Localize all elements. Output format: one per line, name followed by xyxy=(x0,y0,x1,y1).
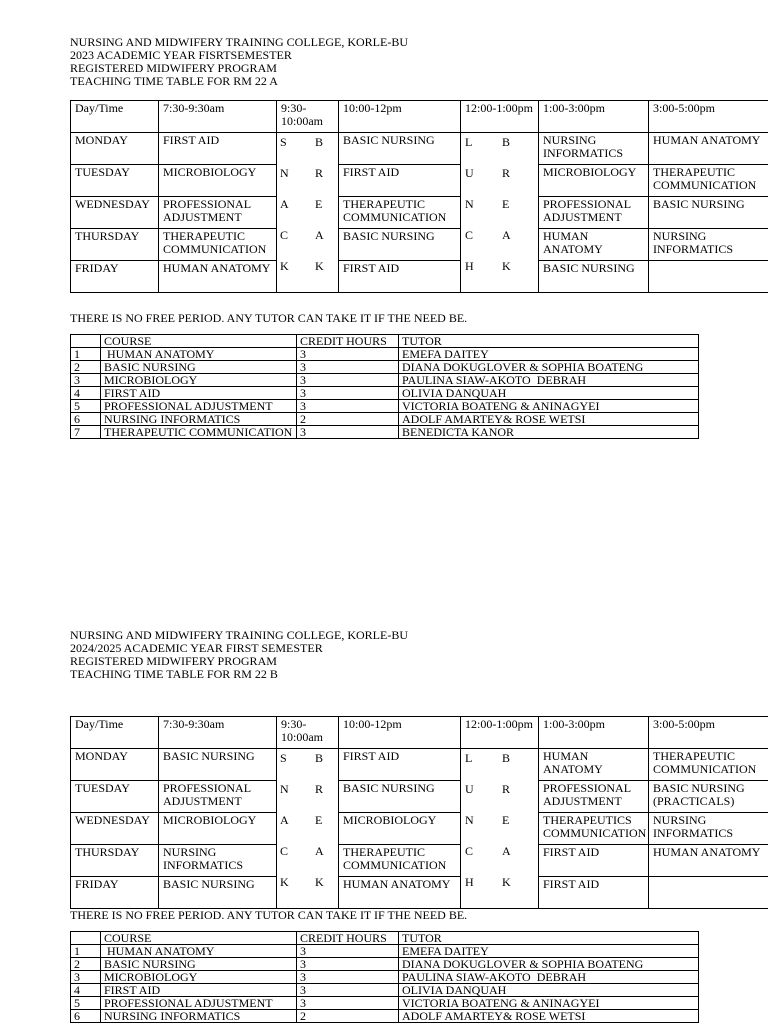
header-line: REGISTERED MIDWIFERY PROGRAM xyxy=(70,654,277,668)
lunch-letter: U xyxy=(465,782,474,796)
break-letter: K xyxy=(280,259,289,273)
slot-1-cell: BASIC NURSING xyxy=(159,877,277,909)
course-header: TUTOR xyxy=(399,932,699,945)
break-letter: A xyxy=(502,228,511,242)
day-cell: WEDNESDAY xyxy=(71,813,159,845)
lunch-letter: H xyxy=(465,875,474,889)
day-row xyxy=(71,781,768,813)
slot-5-cell: NURSING INFORMATICS xyxy=(539,133,649,165)
day-row xyxy=(71,165,768,197)
course-row xyxy=(71,958,699,971)
course-credits-cell: 3 xyxy=(297,348,399,361)
slot-3-cell: FIRST AID xyxy=(339,165,461,197)
day-cell: MONDAY xyxy=(71,749,159,781)
break-letter: S xyxy=(280,751,287,765)
lunch-letter: N xyxy=(465,813,474,827)
course-no-cell: 3 xyxy=(71,374,101,387)
lunch-letter: C xyxy=(465,228,474,242)
header-line: TEACHING TIME TABLE FOR RM 22 A xyxy=(70,74,278,88)
course-no-cell: 2 xyxy=(71,958,101,971)
time-header: 10:00-12pm xyxy=(339,717,461,749)
slot-6-cell: NURSING INFORMATICS xyxy=(649,229,768,261)
break-letter: A xyxy=(280,197,289,211)
break-letter: E xyxy=(315,813,323,827)
timetable-b xyxy=(70,716,768,909)
slot-5-cell: BASIC NURSING xyxy=(539,261,649,293)
time-header: Day/Time xyxy=(71,101,159,133)
course-tutor-cell: PAULINA SIAW-AKOTO DEBRAH xyxy=(399,971,699,984)
course-course-cell: MICROBIOLOGY xyxy=(101,971,297,984)
day-row xyxy=(71,197,768,229)
course-no-cell: 6 xyxy=(71,1010,101,1023)
course-table-a xyxy=(70,334,699,439)
break-letter: N xyxy=(280,782,289,796)
day-cell: THURSDAY xyxy=(71,229,159,261)
course-course-cell: BASIC NURSING xyxy=(101,361,297,374)
course-row xyxy=(71,374,699,387)
slot-6-cell xyxy=(649,877,768,909)
slot-6-cell: HUMAN ANATOMY xyxy=(649,845,768,877)
course-header: COURSE xyxy=(101,335,297,348)
lunch-line xyxy=(461,198,538,211)
course-row xyxy=(71,400,699,413)
lunch-line xyxy=(461,167,538,180)
course-no-cell: 5 xyxy=(71,997,101,1010)
break-letter: R xyxy=(502,782,511,796)
break-letter: B xyxy=(502,135,511,149)
break-letter: R xyxy=(315,782,324,796)
lunch-cell xyxy=(461,749,539,909)
lunch-letter: N xyxy=(465,197,474,211)
slot-3-cell: BASIC NURSING xyxy=(339,781,461,813)
time-header: 3:00-5:00pm xyxy=(649,101,768,133)
note-b: THERE IS NO FREE PERIOD. ANY TUTOR CAN TAKE IT IF THE NEED BE. xyxy=(70,908,468,922)
course-no-cell: 1 xyxy=(71,945,101,958)
break-letter: A xyxy=(315,844,324,858)
header-b xyxy=(70,629,408,681)
break-line xyxy=(277,136,338,149)
day-row xyxy=(71,261,768,293)
slot-6-cell: HUMAN ANATOMY xyxy=(649,133,768,165)
header-line: TEACHING TIME TABLE FOR RM 22 B xyxy=(70,667,278,681)
break-letter: R xyxy=(315,166,324,180)
course-course-cell: FIRST AID xyxy=(101,984,297,997)
break-letter: K xyxy=(315,259,324,273)
course-header: CREDIT HOURS xyxy=(297,335,399,348)
note-a: THERE IS NO FREE PERIOD. ANY TUTOR CAN TAKE IT IF THE NEED BE. xyxy=(70,311,468,325)
slot-3-cell: FIRST AID xyxy=(339,749,461,781)
lunch-line xyxy=(461,814,538,827)
break-letter: B xyxy=(502,751,511,765)
course-no-cell: 3 xyxy=(71,971,101,984)
header-line: REGISTERED MIDWIFERY PROGRAM xyxy=(70,61,277,75)
course-header: COURSE xyxy=(101,932,297,945)
course-credits-cell: 3 xyxy=(297,400,399,413)
course-credits-cell: 3 xyxy=(297,426,399,439)
break-line xyxy=(277,229,338,242)
course-row xyxy=(71,413,699,426)
course-tutor-cell: OLIVIA DANQUAH xyxy=(399,387,699,400)
course-credits-cell: 2 xyxy=(297,413,399,426)
break-line xyxy=(277,260,338,273)
lunch-line xyxy=(461,752,538,765)
lunch-line xyxy=(461,876,538,889)
course-tutor-cell: DIANA DOKUGLOVER & SOPHIA BOATENG xyxy=(399,958,699,971)
course-header: CREDIT HOURS xyxy=(297,932,399,945)
course-no-cell: 1 xyxy=(71,348,101,361)
course-credits-cell: 3 xyxy=(297,387,399,400)
slot-1-cell: NURSING INFORMATICS xyxy=(159,845,277,877)
break-line xyxy=(277,814,338,827)
day-cell: TUESDAY xyxy=(71,781,159,813)
slot-5-cell: THERAPEUTICS COMMUNICATION xyxy=(539,813,649,845)
slot-1-cell: FIRST AID xyxy=(159,133,277,165)
break-line xyxy=(277,783,338,796)
course-header xyxy=(71,335,101,348)
slot-5-cell: HUMAN ANATOMY xyxy=(539,749,649,781)
time-header: 7:30-9:30am xyxy=(159,101,277,133)
course-tutor-cell: DIANA DOKUGLOVER & SOPHIA BOATENG xyxy=(399,361,699,374)
header-a xyxy=(70,36,408,88)
course-tutor-cell: VICTORIA BOATENG & ANINAGYEI xyxy=(399,400,699,413)
course-course-cell: BASIC NURSING xyxy=(101,958,297,971)
course-credits-cell: 3 xyxy=(297,374,399,387)
lunch-letter: L xyxy=(465,135,473,149)
break-letter: K xyxy=(315,875,324,889)
time-header-row xyxy=(71,101,768,133)
course-row xyxy=(71,348,699,361)
course-tutor-cell: ADOLF AMARTEY& ROSE WETSI xyxy=(399,1010,699,1023)
slot-6-cell: THERAPEUTIC COMMUNICATION xyxy=(649,165,768,197)
course-no-cell: 2 xyxy=(71,361,101,374)
course-row xyxy=(71,426,699,439)
slot-6-cell: BASIC NURSING xyxy=(649,197,768,229)
slot-1-cell: PROFESSIONAL ADJUSTMENT xyxy=(159,781,277,813)
break-letter: A xyxy=(315,228,324,242)
break-letter: E xyxy=(502,813,510,827)
course-credits-cell: 3 xyxy=(297,971,399,984)
course-credits-cell: 2 xyxy=(297,1010,399,1023)
slot-3-cell: FIRST AID xyxy=(339,261,461,293)
time-header: 1:00-3:00pm xyxy=(539,717,649,749)
course-course-cell: PROFESSIONAL ADJUSTMENT xyxy=(101,997,297,1010)
lunch-letter: C xyxy=(465,844,474,858)
course-course-cell: PROFESSIONAL ADJUSTMENT xyxy=(101,400,297,413)
day-cell: MONDAY xyxy=(71,133,159,165)
course-no-cell: 6 xyxy=(71,413,101,426)
slot-3-cell: BASIC NURSING xyxy=(339,229,461,261)
course-no-cell: 7 xyxy=(71,426,101,439)
header-line: 2023 ACADEMIC YEAR FISRTSEMESTER xyxy=(70,48,292,62)
break-line xyxy=(277,198,338,211)
break-line xyxy=(277,876,338,889)
time-header-row xyxy=(71,717,768,749)
course-no-cell: 5 xyxy=(71,400,101,413)
break-letter: E xyxy=(315,197,323,211)
break-cell xyxy=(277,749,339,909)
break-letter: N xyxy=(280,166,289,180)
header-line: NURSING AND MIDWIFERY TRAINING COLLEGE, KORLE-BU xyxy=(70,35,408,49)
break-letter: K xyxy=(502,259,511,273)
day-row xyxy=(71,813,768,845)
course-header-row xyxy=(71,335,699,348)
course-tutor-cell: BENEDICTA KANOR xyxy=(399,426,699,439)
time-header: 9:30- 10:00am xyxy=(277,717,339,749)
lunch-letter: L xyxy=(465,751,473,765)
slot-5-cell: PROFESSIONAL ADJUSTMENT xyxy=(539,781,649,813)
day-cell: WEDNESDAY xyxy=(71,197,159,229)
slot-3-cell: BASIC NURSING xyxy=(339,133,461,165)
slot-6-cell: THERAPEUTIC COMMUNICATION xyxy=(649,749,768,781)
lunch-line xyxy=(461,260,538,273)
course-row xyxy=(71,984,699,997)
course-no-cell: 4 xyxy=(71,387,101,400)
lunch-line xyxy=(461,845,538,858)
course-tutor-cell: OLIVIA DANQUAH xyxy=(399,984,699,997)
course-row xyxy=(71,1010,699,1023)
course-course-cell: HUMAN ANATOMY xyxy=(101,945,297,958)
time-header: 12:00-1:00pm xyxy=(461,101,539,133)
break-cell xyxy=(277,133,339,293)
course-header: TUTOR xyxy=(399,335,699,348)
course-tutor-cell: ADOLF AMARTEY& ROSE WETSI xyxy=(399,413,699,426)
day-row xyxy=(71,133,768,165)
header-line: 2024/2025 ACADEMIC YEAR FIRST SEMESTER xyxy=(70,641,323,655)
time-header: 9:30- 10:00am xyxy=(277,101,339,133)
break-letter: K xyxy=(280,875,289,889)
lunch-line xyxy=(461,783,538,796)
slot-6-cell xyxy=(649,261,768,293)
break-letter: B xyxy=(315,751,324,765)
slot-1-cell: MICROBIOLOGY xyxy=(159,813,277,845)
course-course-cell: MICROBIOLOGY xyxy=(101,374,297,387)
slot-6-cell: NURSING INFORMATICS xyxy=(649,813,768,845)
course-credits-cell: 3 xyxy=(297,958,399,971)
day-cell: FRIDAY xyxy=(71,261,159,293)
header-line: NURSING AND MIDWIFERY TRAINING COLLEGE, KORLE-BU xyxy=(70,628,408,642)
course-header-row xyxy=(71,932,699,945)
lunch-letter: H xyxy=(465,259,474,273)
course-course-cell: NURSING INFORMATICS xyxy=(101,1010,297,1023)
break-letter: B xyxy=(315,135,324,149)
slot-1-cell: BASIC NURSING xyxy=(159,749,277,781)
day-cell: TUESDAY xyxy=(71,165,159,197)
course-row xyxy=(71,387,699,400)
slot-1-cell: MICROBIOLOGY xyxy=(159,165,277,197)
course-row xyxy=(71,361,699,374)
slot-6-cell: BASIC NURSING (PRACTICALS) xyxy=(649,781,768,813)
course-tutor-cell: EMEFA DAITEY xyxy=(399,945,699,958)
break-letter: C xyxy=(280,844,289,858)
slot-5-cell: PROFESSIONAL ADJUSTMENT xyxy=(539,197,649,229)
break-letter: R xyxy=(502,166,511,180)
slot-5-cell: FIRST AID xyxy=(539,877,649,909)
break-letter: C xyxy=(280,228,289,242)
lunch-line xyxy=(461,136,538,149)
slot-5-cell: HUMAN ANATOMY xyxy=(539,229,649,261)
course-header xyxy=(71,932,101,945)
day-row xyxy=(71,877,768,909)
break-letter: A xyxy=(280,813,289,827)
break-letter: A xyxy=(502,844,511,858)
slot-1-cell: PROFESSIONAL ADJUSTMENT xyxy=(159,197,277,229)
day-row xyxy=(71,845,768,877)
lunch-line xyxy=(461,229,538,242)
break-line xyxy=(277,167,338,180)
course-tutor-cell: VICTORIA BOATENG & ANINAGYEI xyxy=(399,997,699,1010)
break-line xyxy=(277,845,338,858)
course-row xyxy=(71,997,699,1010)
slot-1-cell: HUMAN ANATOMY xyxy=(159,261,277,293)
slot-3-cell: MICROBIOLOGY xyxy=(339,813,461,845)
course-row xyxy=(71,945,699,958)
slot-3-cell: THERAPEUTIC COMMUNICATION xyxy=(339,845,461,877)
course-course-cell: THERAPEUTIC COMMUNICATION xyxy=(101,426,297,439)
break-letter: S xyxy=(280,135,287,149)
day-row xyxy=(71,749,768,781)
course-tutor-cell: EMEFA DAITEY xyxy=(399,348,699,361)
time-header: 7:30-9:30am xyxy=(159,717,277,749)
day-row xyxy=(71,229,768,261)
course-course-cell: FIRST AID xyxy=(101,387,297,400)
lunch-letter: U xyxy=(465,166,474,180)
day-cell: FRIDAY xyxy=(71,877,159,909)
time-header: 10:00-12pm xyxy=(339,101,461,133)
break-letter: K xyxy=(502,875,511,889)
slot-5-cell: FIRST AID xyxy=(539,845,649,877)
course-row xyxy=(71,971,699,984)
timetable-a xyxy=(70,100,768,293)
break-letter: E xyxy=(502,197,510,211)
course-course-cell: HUMAN ANATOMY xyxy=(101,348,297,361)
time-header: 3:00-5:00pm xyxy=(649,717,768,749)
course-credits-cell: 3 xyxy=(297,997,399,1010)
lunch-cell xyxy=(461,133,539,293)
course-credits-cell: 3 xyxy=(297,361,399,374)
course-credits-cell: 3 xyxy=(297,984,399,997)
slot-3-cell: THERAPEUTIC COMMUNICATION xyxy=(339,197,461,229)
course-credits-cell: 3 xyxy=(297,945,399,958)
slot-3-cell: HUMAN ANATOMY xyxy=(339,877,461,909)
break-line xyxy=(277,752,338,765)
time-header: 12:00-1:00pm xyxy=(461,717,539,749)
time-header: 1:00-3:00pm xyxy=(539,101,649,133)
course-no-cell: 4 xyxy=(71,984,101,997)
course-tutor-cell: PAULINA SIAW-AKOTO DEBRAH xyxy=(399,374,699,387)
day-cell: THURSDAY xyxy=(71,845,159,877)
course-course-cell: NURSING INFORMATICS xyxy=(101,413,297,426)
time-header: Day/Time xyxy=(71,717,159,749)
course-table-b xyxy=(70,931,699,1023)
slot-5-cell: MICROBIOLOGY xyxy=(539,165,649,197)
slot-1-cell: THERAPEUTIC COMMUNICATION xyxy=(159,229,277,261)
